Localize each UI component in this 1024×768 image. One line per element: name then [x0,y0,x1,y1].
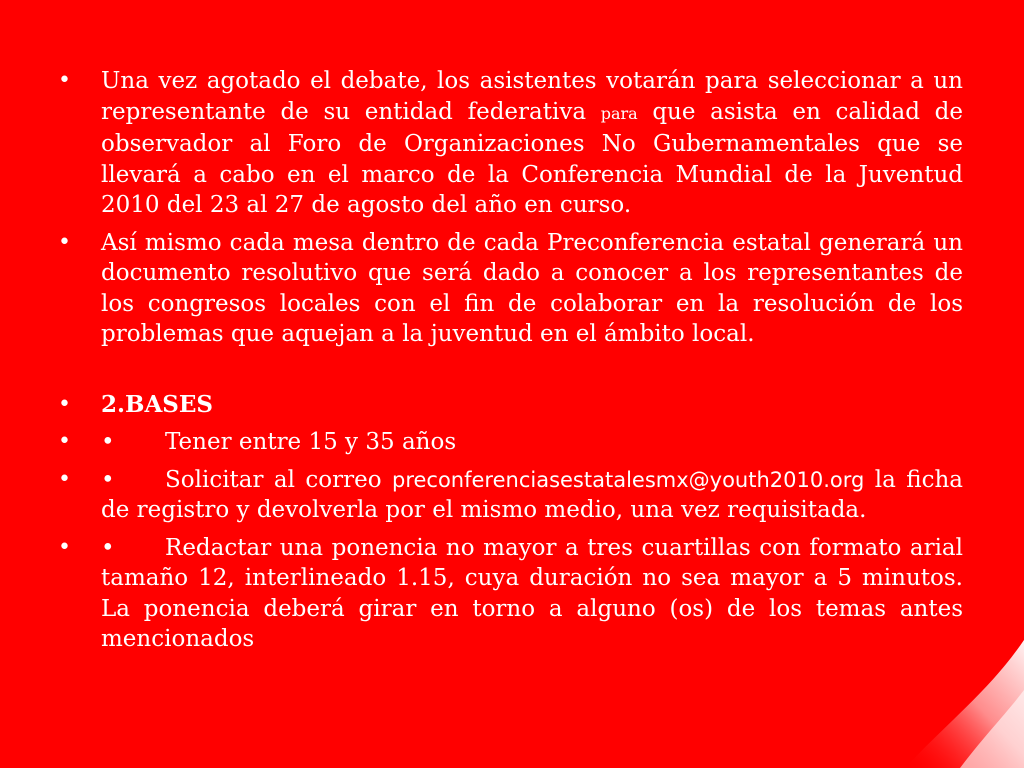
bullet-base-ponencia [56,533,963,655]
base-3-text: Redactar una ponencia no mayor a tres cuartillas con formato arial tamaño 12, interlineado 1.15, cuya duración no sea mayor a 5 minutos. La ponencia deberá girar en torno a alguno (os) de los temas antes mencionados [101,534,963,652]
base-2-text-b: la ficha de registro y devolverla por el mismo medio, una vez requisitada. [101,466,963,523]
bullet-icon: • [58,466,71,492]
bullet-section-title [56,390,963,421]
paragraph-1-text-b: que asista en calidad de observador al Foro de Organizaciones No Gubernamentales que se llevará a cabo en el marco de la Conferencia Mundial de la Juventud 2010 del 23 al 27 de agosto del año en curso. [101,98,963,218]
slide-content [56,66,963,655]
section-title: 2.BASES [101,390,214,418]
bullet-base-age [56,427,963,458]
bullet-icon: • [58,429,71,454]
base-2-text-a: Solicitar al correo [165,466,392,493]
bullet-paragraph-preconferencia [56,228,963,350]
paragraph-2-text: Así mismo cada mesa dentro de cada Preconferencia estatal generará un documento resolutivo que será dado a conocer a los representantes de los congresos locales con el fin de colaborar en la resolución de los problemas que aquejan a la juventud en el ámbito local. [101,229,963,347]
registration-email-link[interactable]: preconferenciasestatalesmx@youth2010.org [391,467,865,492]
spacer [56,350,963,390]
bullet-icon: • [58,534,71,560]
inner-bullet-icon: • [101,534,115,561]
bullet-paragraph-debate [56,66,963,221]
bullet-icon: • [58,391,71,417]
inner-bullet-icon: • [101,466,115,493]
inner-bullet-icon: • [101,429,115,455]
bullet-icon: • [58,68,71,93]
paragraph-1-text-a: Una vez agotado el debate, los asistentes votarán para seleccionar a un representante de su entidad federativa [101,68,963,125]
bullet-base-email [56,465,963,526]
bullet-icon: • [58,229,71,255]
paragraph-1-small-word: para [600,103,638,123]
base-1-text: Tener entre 15 y 35 años [165,429,457,455]
